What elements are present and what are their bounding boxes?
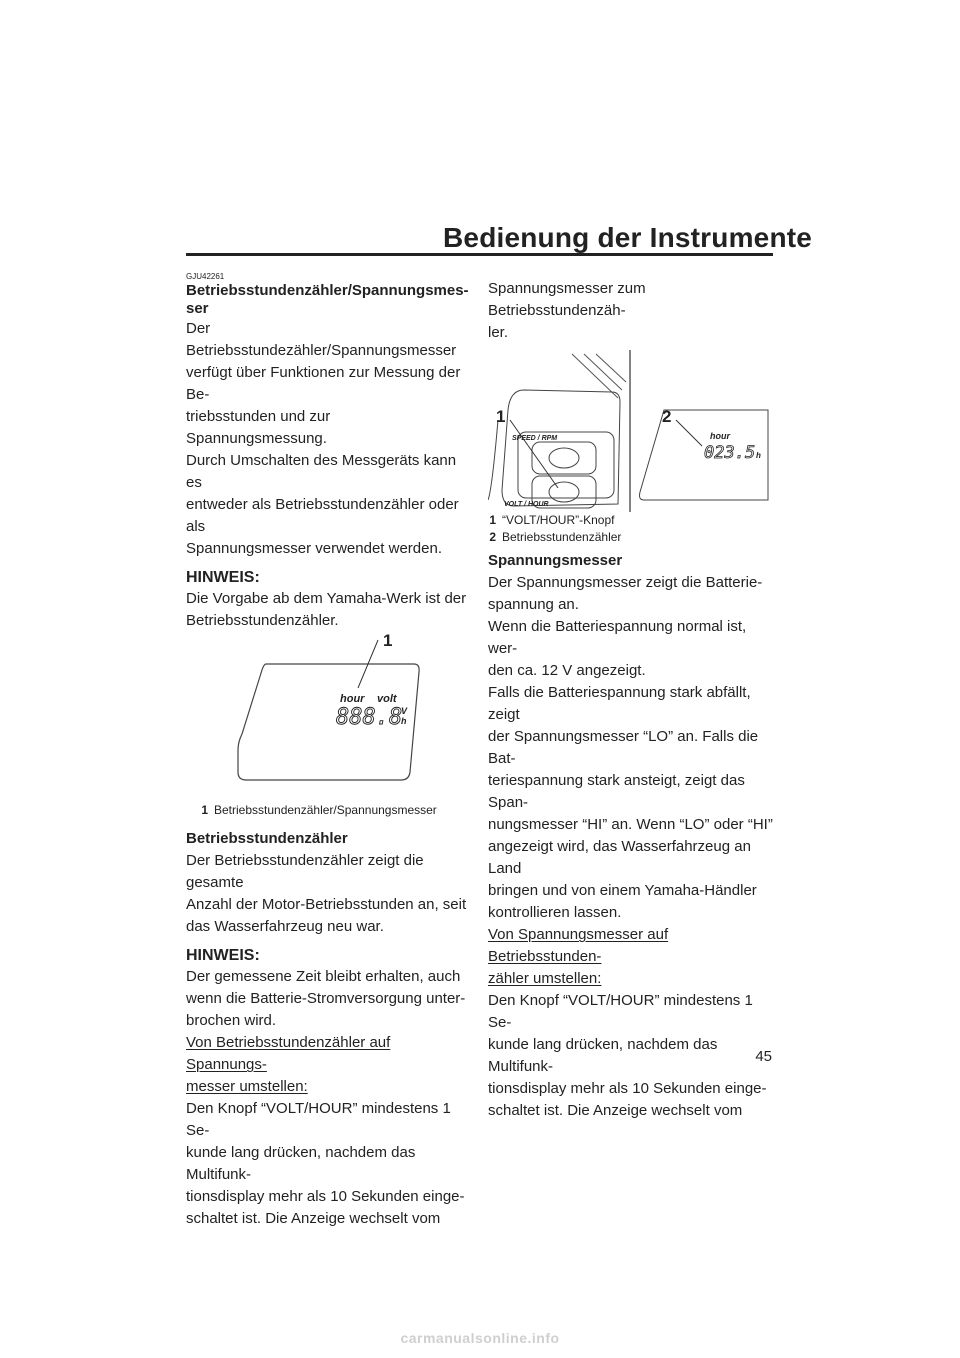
text-line: den ca. 12 V angezeigt. [488, 662, 646, 679]
text-line: Wenn die Batteriespannung normal ist, wer- [488, 618, 747, 657]
text-line: nungsmesser “HI” an. Wenn “LO” oder “HI” [488, 816, 773, 833]
panel-illustration [488, 350, 773, 512]
lcd-illustration [186, 632, 471, 810]
text-line: verfügt über Funktionen zur Messung der Be- [186, 364, 461, 403]
text-line: Die Vorgabe ab dem Yamaha-Werk ist der [186, 590, 467, 607]
procedure-body [186, 1098, 471, 1230]
text-line: angezeigt wird, das Wasserfahrzeug an Land [488, 838, 751, 877]
figure-caption [488, 529, 773, 546]
text-line: Betriebsstundenzähler. [186, 612, 339, 629]
text-line: Der Betriebsstundenzähler zeigt die gesamte [186, 852, 424, 891]
caption-text: Betriebsstundenzähler [502, 530, 622, 544]
text-line: Falls die Batteriespannung stark abfällt, zeigt [488, 684, 751, 723]
unit-h: h [401, 716, 407, 726]
intro-paragraph [186, 318, 471, 560]
text-line: kunde lang drücken, nachdem das Multifunk- [186, 1144, 416, 1183]
section-title-line-1: Betriebsstundenzähler/Spannungsmes- [186, 282, 469, 299]
footer-watermark: carmanualsonline.info [400, 1330, 560, 1346]
text-line: triebsstunden und zur Spannungsmessung. [186, 408, 331, 447]
page-title: Bedienung der Instrumente [443, 222, 813, 253]
procedure-heading [186, 1032, 471, 1098]
procedure-heading [488, 924, 773, 990]
callout-2: 2 [662, 407, 672, 426]
label-volt: volt [377, 693, 397, 705]
label-hour: hour [340, 693, 365, 705]
text-line: tionsdisplay mehr als 10 Sekunden einge- [186, 1188, 465, 1205]
subsection-body [488, 572, 773, 924]
text-line: Spannungsmesser zum Betriebsstundenzäh- [488, 280, 646, 319]
figure-display-1 [186, 632, 471, 828]
text-line: Den Knopf “VOLT/HOUR” mindestens 1 Se- [488, 992, 753, 1031]
text-line: Spannungsmesser verwendet werden. [186, 540, 442, 557]
text-line: zähler umstellen: [488, 970, 602, 987]
text-line: kontrollieren lassen. [488, 904, 622, 921]
subsection-body [186, 850, 471, 938]
text-line: Anzahl der Motor-Betriebsstunden an, seit [186, 896, 467, 913]
text-line: Von Spannungsmesser auf Betriebsstunden- [488, 926, 669, 965]
note-body [186, 966, 471, 1032]
right-column [488, 278, 773, 1122]
text-line: Von Betriebsstundenzähler auf Spannungs- [186, 1034, 391, 1073]
text-line: kunde lang drücken, nachdem das Multifunk- [488, 1036, 718, 1075]
text-line: der Spannungsmesser “LO” an. Falls die Bat- [488, 728, 759, 767]
text-line: schaltet ist. Die Anzeige wechselt vom [488, 1102, 743, 1119]
callout-1: 1 [496, 407, 506, 426]
section-code: GJU42261 [186, 272, 225, 281]
text-line: Den Knopf “VOLT/HOUR” mindestens 1 Se- [186, 1100, 451, 1139]
lcd-digits: 023.5 [704, 443, 756, 463]
caption-number: 2 [489, 530, 496, 544]
page-number: 45 [755, 1048, 772, 1065]
text-line: ler. [488, 324, 509, 341]
callout-1: 1 [383, 632, 393, 650]
text-line: das Wasserfahrzeug neu war. [186, 918, 384, 935]
label-volt-hour: VOLT / HOUR [504, 501, 549, 508]
text-line: messer umstellen: [186, 1078, 308, 1095]
caption-text: Betriebsstundenzähler/Spannungsmesser [214, 803, 437, 817]
text-line: bringen und von einem Yamaha-Händler [488, 882, 757, 899]
figure-caption [488, 512, 773, 529]
text-line: schaltet ist. Die Anzeige wechselt vom [186, 1210, 441, 1227]
text-line: wenn die Batterie-Stromversorgung unter- [186, 990, 466, 1007]
text-line: teriespannung stark ansteigt, zeigt das Span- [488, 772, 745, 811]
text-line: brochen wird. [186, 1012, 277, 1029]
text-line: Durch Umschalten des Messgeräts kann es [186, 452, 457, 491]
text-line: Der Betriebsstundezähler/Spannungsmesser [186, 320, 457, 359]
caption-number: 1 [201, 803, 208, 817]
text-line: entweder als Betriebsstundenzähler oder als [186, 496, 459, 535]
note-heading: HINWEIS: [186, 947, 260, 964]
caption-number: 1 [489, 513, 496, 527]
unit-v: V [401, 706, 408, 716]
note-heading: HINWEIS: [186, 569, 260, 586]
left-column [186, 272, 471, 1230]
label-hour: hour [710, 431, 730, 441]
subsection-title: Spannungsmesser [488, 552, 623, 569]
text-line: Der Spannungsmesser zeigt die Batterie- [488, 574, 763, 591]
text-line: tionsdisplay mehr als 10 Sekunden einge- [488, 1080, 767, 1097]
label-speed-rpm: SPEED / RPM [512, 435, 558, 442]
figure-captions [488, 512, 773, 546]
caption-text: “VOLT/HOUR”-Knopf [502, 513, 615, 527]
title-rule [186, 253, 773, 256]
lcd-digits: 888.8 [336, 705, 403, 730]
note-body [186, 588, 471, 632]
subsection-title: Betriebsstundenzähler [186, 830, 348, 847]
procedure-body [488, 990, 773, 1122]
section-title-line-2: ser [186, 300, 209, 317]
figure-display-2 [488, 350, 773, 546]
text-line: Der gemessene Zeit bleibt erhalten, auch [186, 968, 461, 985]
unit-h: h [756, 451, 761, 460]
text-line: spannung an. [488, 596, 579, 613]
figure-caption [200, 802, 471, 819]
